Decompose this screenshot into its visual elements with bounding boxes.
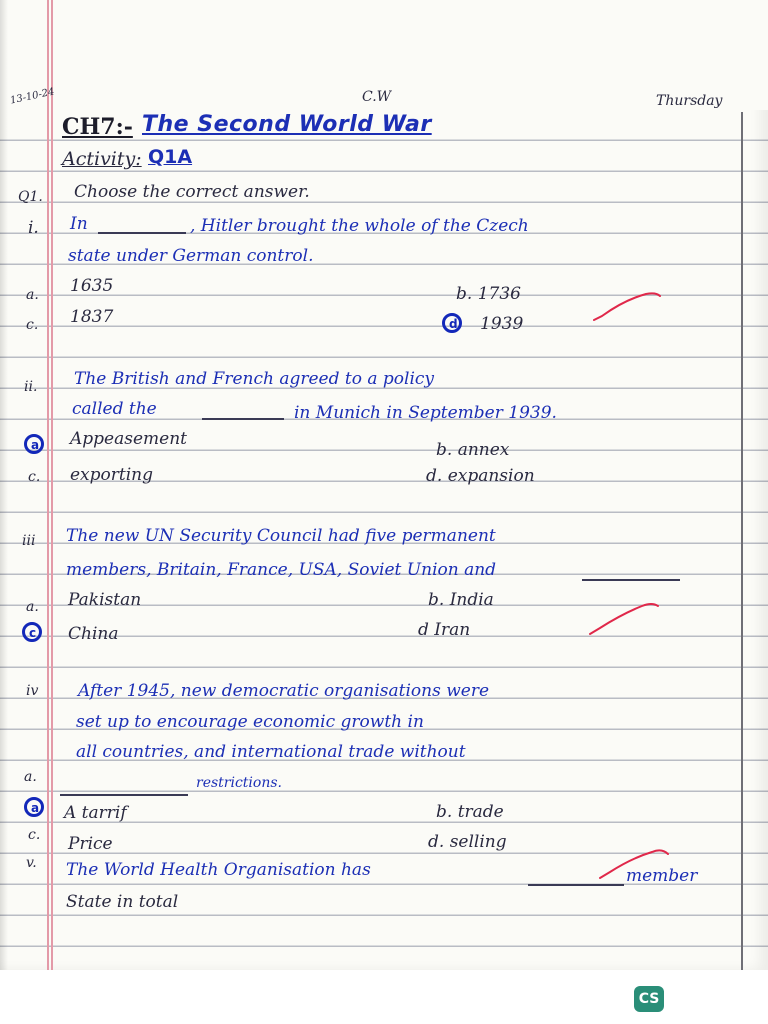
answer-blank (60, 794, 188, 796)
instruction-text: Choose the correct answer. (74, 182, 310, 202)
chapter-number: CH7:- (62, 114, 133, 140)
option-text: b. annex (436, 440, 510, 460)
answer-blank (98, 232, 186, 234)
red-tick-icon (590, 290, 664, 326)
option-text: 1635 (70, 276, 114, 296)
question-text: State in total (66, 892, 179, 912)
camscanner-logo: CS (634, 986, 664, 1012)
option-letter: c. (26, 317, 39, 333)
question-number: v. (26, 855, 37, 871)
page-title: The Second World War (142, 112, 432, 137)
margin-line (47, 0, 49, 970)
option-text: b. trade (436, 802, 504, 822)
question-text: The new UN Security Council had five permanent (66, 526, 496, 546)
option-text: d Iran (418, 620, 471, 640)
classwork-label: C.W (362, 89, 392, 105)
question-number: ii. (24, 379, 38, 395)
option-text: d. selling (428, 832, 507, 852)
question-text: set up to encourage economic growth in (76, 712, 424, 732)
question-number: i. (28, 218, 39, 238)
option-letter: d (449, 317, 458, 331)
option-text: China (68, 624, 119, 644)
option-text: b. 1736 (456, 284, 521, 304)
question-text: in Munich in September 1939. (294, 403, 557, 423)
question-text: The British and French agreed to a policy (74, 369, 435, 389)
option-letter: c (29, 626, 37, 640)
option-text: A tarrif (64, 803, 127, 823)
option-text: 1837 (70, 307, 114, 327)
question-text: members, Britain, France, USA, Soviet Union and (66, 560, 497, 580)
margin-line (51, 0, 53, 970)
option-text: Pakistan (68, 590, 142, 610)
binding-shadow (0, 0, 8, 970)
question-text: restrictions. (196, 775, 282, 791)
date-label: 13-10-24 (9, 86, 56, 107)
option-text: Appeasement (70, 429, 187, 449)
option-letter: a. (26, 287, 39, 303)
option-text: 1939 (480, 314, 524, 334)
option-text: b. India (428, 590, 494, 610)
red-tick-icon (586, 600, 662, 640)
option-letter: c. (28, 469, 41, 485)
question-text: called the (72, 399, 157, 419)
answer-blank (582, 579, 680, 581)
answer-blank (202, 418, 284, 420)
red-tick-icon (596, 846, 672, 886)
answer-text: member (626, 866, 698, 886)
option-letter: a (31, 801, 40, 815)
activity-code: Q1A (148, 146, 193, 168)
right-margin-line (741, 112, 743, 970)
question-number: iv (26, 683, 39, 699)
activity-label: Activity: (62, 148, 142, 170)
question-text: The World Health Organisation has (66, 860, 371, 880)
day-label: Thursday (656, 93, 723, 109)
question-text: all countries, and international trade without (76, 742, 466, 762)
option-letter: c. (28, 827, 41, 843)
option-text: exporting (70, 465, 153, 485)
option-text: Price (68, 834, 113, 854)
option-text: d. expansion (426, 466, 535, 486)
option-letter: a (31, 438, 40, 452)
question-text: In (70, 214, 88, 234)
option-letter: a. (24, 769, 37, 785)
question-text: , Hitler brought the whole of the Czech (190, 216, 529, 236)
option-letter: a. (26, 599, 39, 615)
question-number: Q1. (18, 189, 43, 205)
question-text: After 1945, new democratic organisations were (78, 681, 490, 701)
question-number: iii (22, 533, 36, 549)
question-text: state under German control. (68, 246, 314, 266)
